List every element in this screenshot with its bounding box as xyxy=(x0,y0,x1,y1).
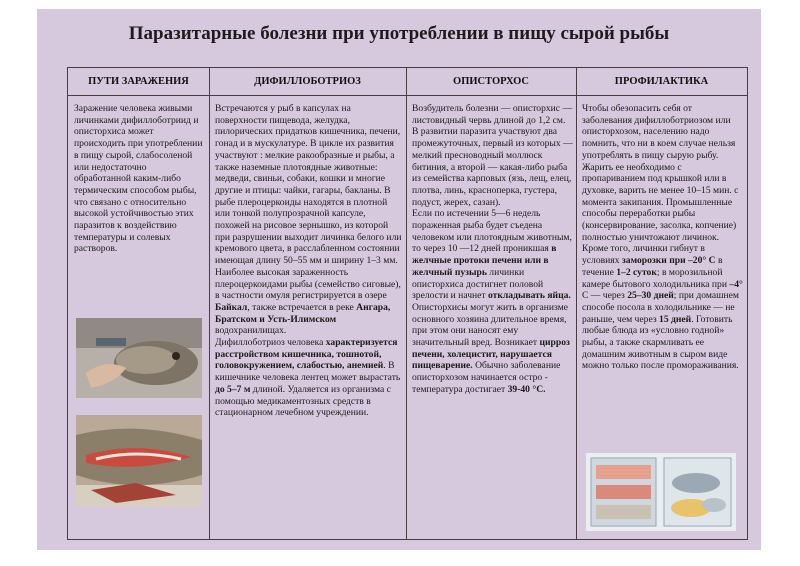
diphyllo-paragraph-3: Дифиллоботриоз человека характеризуется расстройством кишечника, тошнотой, головокружением, слабостью, анемией. В кишечнике человека лентец может вырастать до 5–7 м длиной. Удаляется из организма с помощью медикаментозных средств в стационарном лечебном учреждении. xyxy=(215,337,401,419)
column-divider xyxy=(576,68,577,539)
table-header-row xyxy=(68,68,747,96)
column-infection-routes xyxy=(74,103,204,255)
opisth-paragraph-2: Если по истечении 5—6 недель пораженная рыба будет съедена человеком или плотоядным животным, то через 10 —12 дней проникшая в желчные протоки печени или в желчный пузырь личинки описторхиса достигнет половой зрелости и начнет откладывать яйца. xyxy=(412,208,572,302)
freezer-photo xyxy=(586,453,736,531)
opisth-paragraph-3: Описторхисы могут жить в организме основного хозяина длительное время, при этом они наносят ему значительный вред. Возникает цирроз печени, холецистит, нарушается пищеварение. Обычно заболевание описторхозом начинается остро - температура достигает 39-40 °С. xyxy=(412,301,570,395)
header-prevention: ПРОФИЛАКТИКА xyxy=(614,76,709,87)
column-divider xyxy=(209,68,210,539)
header-opisthorchiasis: ОПИСТОРХОС xyxy=(453,76,529,87)
header-infection-routes: ПУТИ ЗАРАЖЕНИЯ xyxy=(88,76,189,87)
infection-routes-text: Заражение человека живыми личинками дифиллоботриид и описторхиса может происходить при употреблении в пищу сырой, слабосоленой или недостаточно обработанной каким-либо термическим способом рыбы, что связано с относительно высокой устойчивостью этих паразитов к воздействию температуры и солевых растворов. xyxy=(74,103,203,255)
info-table xyxy=(67,67,748,540)
opisth-paragraph-1: Возбудитель болезни — описторхис — листовидный червь длиной до 1,2 см. В развитии паразита участвуют два промежуточных, первый из которых — мелкий пресноводный моллюск битиния, а второй — какая-либо рыба из семейства карповых (язь, лещ, елец, плотва, линь, красноперка, густера, подуст, жерех, сазан). xyxy=(412,103,573,208)
fish-photo-2 xyxy=(76,415,202,507)
fish-photo-1 xyxy=(76,318,202,398)
prevention-text: Чтобы обезопасить себя от заболевания дифиллоботриозом или описторхозом, населению надо помнить, что ни в коем случае нельзя употреблять в пищу сырую рыбу. Жарить ее необходимо с пропариванием под крышкой или в духовке, варить не менее 10–15 мин. с момента закипания. Промышленные способы переработки рыбы (консервирование, засолка, копчение) полностью уничтожают личинок. Кроме того, личинки гибнут в условиях заморозки при –20° С в течение 1–2 суток; в морозильной камере бытового холодильника при –4° С — через 25–30 дней; при домашнем способе посола в холодильнике — не раньше, чем через 15 дней. Готовить любые блюда из «условно годной» рыбы, а также скармливать ее домашним животным в сыром виде можно только после промораживания. xyxy=(582,103,743,372)
page-title: Паразитарные болезни при употреблении в пищу сырой рыбы xyxy=(128,23,670,44)
column-divider xyxy=(406,68,407,539)
header-diphyllobothriasis: ДИФИЛЛОБОТРИОЗ xyxy=(254,76,361,87)
column-prevention xyxy=(582,103,744,372)
column-diphyllobothriasis xyxy=(215,103,402,419)
diphyllo-paragraph-2: Наиболее высокая зараженность плероцеркоидами рыбы (семейство сиговые), в частности омуля регистрируется в озере Байкал, также встречается в реке Ангара, Братском и Усть-Илимском водохранилищах. xyxy=(215,266,401,337)
slide xyxy=(37,9,761,550)
column-opisthorchiasis xyxy=(412,103,573,396)
diphyllo-paragraph-1: Встречаются у рыб в капсулах на поверхности пищевода, желудка, пилорических придатков кишечника, печени, гонад и в мускулатуре. В цикле их развития участвуют : мелкие ракообразные и рыбы, а также наземные плотоядные животные: медведи, свиньи, собаки, кошки и многие другие и птицы: чайки, гагары, бакланы. В рыбе плероцеркоиды находятся в плотной или тонкой полупрозрачной капсуле, похожей на рисовое зернышко, из которой при разрушении выходит личинка белого или кремового цвета, в расслабленном состоянии имеющая длину 50–55 мм и ширину 1–3 мм. xyxy=(215,103,402,267)
